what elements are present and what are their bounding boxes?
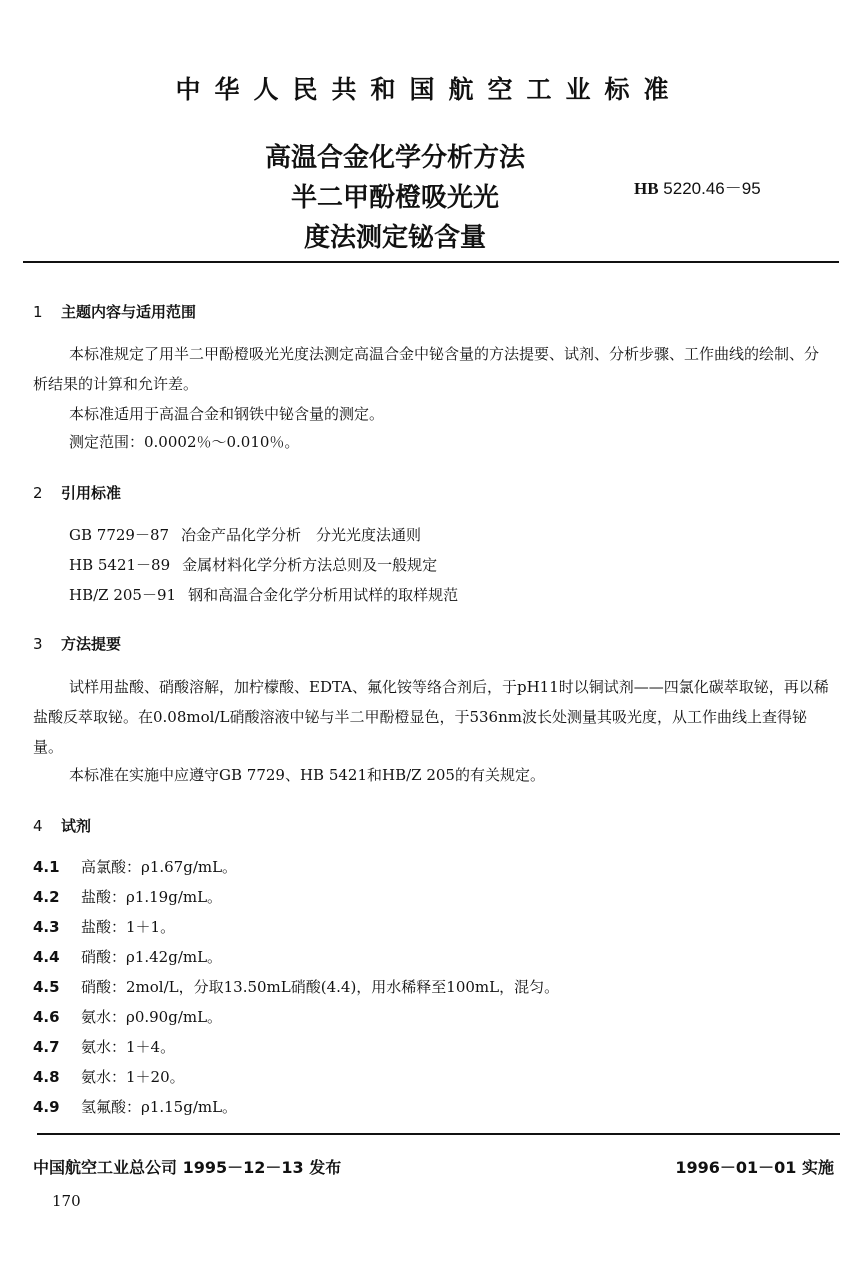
section-heading-3: 3 方法提要 (33, 635, 122, 653)
document-title (230, 138, 560, 258)
section-3-paragraph: 试样用盐酸、硝酸溶解，加柠檬酸、EDTA、氟化铵等络合剂后，于pH11时以铜试剂——四氯化碳萃取铋，再以稀盐酸反萃取铋。在0.08mol/L硝酸溶液中铋与半二甲酚橙显色，于536nm波长处测量其吸光度，从工作曲线上查得铋量。 (33, 678, 829, 756)
section-heading-1: 1 主题内容与适用范围 (33, 303, 197, 321)
section-1-paragraph: 本标准规定了用半二甲酚橙吸光光度法测定高温合金中铋含量的方法提要、试剂、分析步骤、工作曲线的绘制、分析结果的计算和允许差。 (33, 345, 820, 393)
section-1-range: 测定范围：0.0002％～0.010％。 (69, 433, 300, 451)
page-number: 170 (52, 1192, 81, 1210)
footer-divider (37, 1133, 840, 1135)
document-title-line: 度法测定铋含量 (303, 223, 486, 253)
reagent-item: 4.7 氨水：1＋4。 (33, 1038, 176, 1056)
section-heading-4: 4 试剂 (33, 817, 92, 835)
reference-item: HB 5421－89 金属材料化学分析方法总则及一般规定 (69, 556, 438, 574)
issue-info: 中国航空工业总公司 1995－12－13 发布 (33, 1158, 342, 1177)
reagent-item: 4.1 高氯酸：ρ1.67g/mL。 (33, 858, 238, 876)
reagent-item: 4.2 盐酸：ρ1.19g/mL。 (33, 888, 223, 906)
reagent-item: 4.9 氢氟酸：ρ1.15g/mL。 (33, 1098, 238, 1116)
standard-number: 5220.46－95 (663, 179, 761, 198)
reagent-item: 4.4 硝酸：ρ1.42g/mL。 (33, 948, 223, 966)
reagent-item: 4.5 硝酸：2mol/L，分取13.50mL硝酸(4.4)，用水稀释至100mL，混匀。 (33, 978, 560, 996)
document-title-line: 半二甲酚橙吸光光 (290, 183, 499, 213)
reagent-item: 4.6 氨水：ρ0.90g/mL。 (33, 1008, 223, 1026)
reagent-item: 4.3 盐酸：1＋1。 (33, 918, 176, 936)
reference-item: GB 7729－87 冶金产品化学分析 分光光度法通则 (69, 526, 422, 544)
org-title: 中华人民共和国航空工业标准 (175, 75, 683, 104)
section-1-scope: 本标准适用于高温合金和钢铁中铋含量的测定。 (69, 405, 385, 423)
effective-date: 1996－01－01 实施 (675, 1158, 834, 1177)
section-3-compliance: 本标准在实施中应遵守GB 7729、HB 5421和HB/Z 205的有关规定。 (69, 766, 545, 784)
standard-prefix: HB (634, 179, 659, 198)
reagent-item: 4.8 氨水：1＋20。 (33, 1068, 185, 1086)
reference-item: HB/Z 205－91 钢和高温合金化学分析用试样的取样规范 (69, 586, 459, 604)
section-heading-2: 2 引用标准 (33, 484, 122, 502)
document-title-line: 高温合金化学分析方法 (264, 143, 525, 173)
standard-code (634, 174, 761, 199)
header-divider (23, 261, 839, 263)
